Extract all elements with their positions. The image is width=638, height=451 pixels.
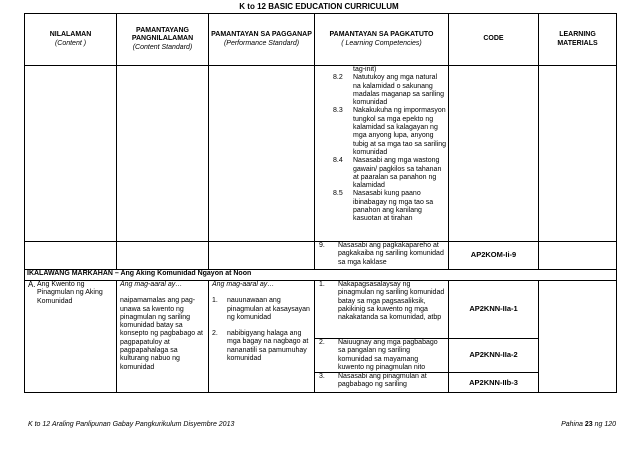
cell-empty (25, 242, 117, 270)
curriculum-table (24, 13, 617, 393)
competency-text: Nakapagsasalaysay ng pinagmulan ng sariling komunidad batay sa mga pagsasaliksik, pakikinig sa kuwento ng mga nakakatanda sa komunidad, atbp (338, 281, 445, 322)
competency-number (319, 66, 353, 74)
header-label: PAMANTAYAN SA PAGKATUTO (329, 31, 434, 39)
competency-text: Natutukoy ang mga natural na kalamidad o sakunang madalas maganap sa sariling komunidad (353, 74, 445, 107)
competency-item (319, 242, 446, 267)
page-indicator (561, 421, 616, 428)
cell-competencies-continued (315, 66, 449, 242)
quarter-heading-row (25, 270, 617, 281)
cell-competency-9 (315, 242, 449, 270)
cell-learning-materials (539, 281, 617, 393)
header-row (25, 14, 617, 66)
competency-item (319, 281, 446, 322)
competency-text: Nakakukuha ng impormasyon tungkol sa mga epekto ng kalamidad sa kalagayan ng mga anyong lupa, anyong tubig at sa mga tao sa sariling komunidad (353, 107, 446, 156)
header-label: PAMANTAYANG PANGNILALAMAN (131, 27, 194, 43)
performance-intro: Ang mag-aaral ay… (212, 281, 275, 288)
cell-empty (209, 242, 315, 270)
header-learning-materials (539, 14, 617, 66)
code-cell: AP2KNN-IIa-2 (449, 339, 539, 373)
header-code (449, 14, 539, 66)
competency-item (319, 157, 446, 190)
cell-content-standard (117, 281, 209, 393)
competency-text: Nasasabi ang pinagmulan at pagbabago ng sariling (338, 373, 427, 389)
competency-number: 3. (319, 373, 325, 381)
cell-empty (539, 66, 617, 242)
cell-competency (315, 339, 449, 373)
page-suffix: ng 120 (592, 421, 616, 428)
competency-item (319, 373, 446, 390)
footer-title: K to 12 Araling Panlipunan Gabay Pangkurikulum Disyembre 2013 (28, 421, 235, 428)
competency-number: 8.4 (333, 157, 343, 165)
competency-item (319, 190, 446, 223)
cell-performance-standard (209, 281, 315, 393)
header-sublabel: ( Learning Competencies) (341, 39, 422, 47)
competency-number: 1. (319, 281, 325, 288)
content-standard-text: naipamamalas ang pag-unawa sa kwento ng pinagmulan ng sariling komunidad batay sa konsepto ng pagbabago at pagpapatuloy at pagpapahalaga sa kulturang nabuo ng komunidad (120, 297, 203, 371)
competency-text: Naiuugnay ang mga pagbabago sa pangalan ng sariling komunidad sa mayamang kuwento ng pinagmulan nito (338, 339, 438, 371)
code-cell: AP2KOM-Ii-9 (449, 242, 539, 270)
header-performance-standard (209, 14, 315, 66)
header-sublabel: (Content ) (54, 39, 87, 47)
header-nilalaman (25, 14, 117, 66)
header-content-standard (117, 14, 209, 66)
header-label: CODE (483, 35, 504, 43)
content-letter: A. (28, 280, 36, 289)
competency-number: 9. (319, 242, 325, 249)
table-row (25, 66, 617, 242)
header-sublabel: (Performance Standard) (223, 39, 300, 47)
cell-competency (315, 373, 449, 393)
header-sublabel: (Content Standard) (132, 43, 193, 51)
content-text: Ang Kwento ng Pinagmulan ng Aking Komunidad (37, 281, 103, 305)
competency-text: Nasasabi ang mga wastong gawain/ pagkilos sa tahanan at paaralan sa panahon ng kalamidad (353, 157, 442, 190)
content-standard-intro: Ang mag-aaral ay… (120, 281, 183, 288)
page-prefix: Pahina (561, 421, 585, 428)
performance-number: 1. (212, 297, 218, 305)
cell-empty (209, 66, 315, 242)
competency-number: 8.3 (333, 107, 343, 115)
cell-empty (25, 66, 117, 242)
header-learning-competencies (315, 14, 449, 66)
header-label: LEARNING MATERIALS (557, 31, 598, 47)
page-number: 23 (584, 421, 593, 428)
cell-content (25, 281, 117, 393)
competency-item (319, 66, 446, 74)
header-label: NILALAMAN (49, 31, 92, 39)
competency-text: Nasasabi kung paano ibinabagay ng mga tao sa panahon ang kanilang kasuotan at tirahan (353, 190, 434, 223)
code-cell: AP2KNN-IIb-3 (449, 373, 539, 393)
competency-number: 8.2 (333, 74, 343, 82)
performance-text: nauunawaan ang pinagmulan at kasaysayan ng komunidad (227, 297, 310, 321)
cell-empty (449, 66, 539, 242)
header-label: PAMANTAYAN SA PAGGANAP (211, 31, 312, 39)
table-row (25, 281, 617, 339)
document-title: K to 12 BASIC EDUCATION CURRICULUM (239, 2, 399, 11)
cell-empty (539, 242, 617, 270)
performance-item (212, 297, 311, 322)
performance-text: nabibigyang halaga ang mga bagay na nagbago at nananatili sa pamumuhay komunidad (227, 330, 309, 363)
cell-empty (117, 66, 209, 242)
competency-item (319, 107, 446, 157)
cell-competency (315, 281, 449, 339)
code-cell: AP2KNN-IIa-1 (449, 281, 539, 339)
competency-item (319, 74, 446, 107)
quarter-title: IKALAWANG MARKAHAN – Ang Aking Komunidad Ngayon at Noon (25, 270, 617, 281)
performance-number: 2. (212, 330, 218, 338)
competency-number: 2. (319, 339, 325, 346)
performance-item (212, 330, 311, 363)
cell-empty (117, 242, 209, 270)
competency-number: 8.5 (333, 190, 343, 198)
competency-text: tag-init) (353, 66, 377, 73)
competency-item (319, 339, 446, 372)
competency-text: Nasasabi ang pagkakapareho at pagkakaiba ng sariling komunidad sa mga kaklase (338, 242, 444, 266)
table-row (25, 242, 617, 270)
